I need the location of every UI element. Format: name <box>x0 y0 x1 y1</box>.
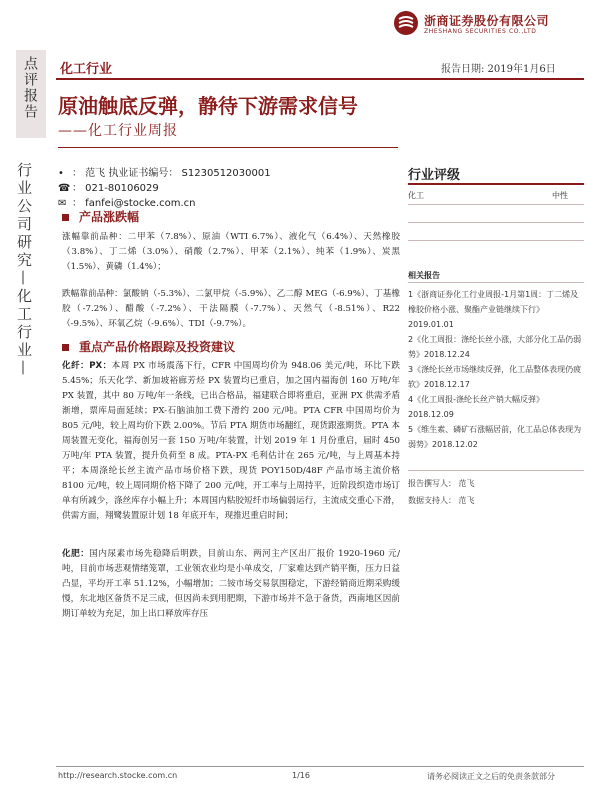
page-number: 1/16 <box>292 771 310 780</box>
footer-disclaimer: 请务必阅读正文之后的免责条款部分 <box>427 772 555 781</box>
sidebar-report-type <box>16 50 46 138</box>
analyst-name: ： 范飞 执业证书编号： S1230512030001 <box>72 168 271 179</box>
paragraph: 跌幅靠前品种：氯酸钠（-5.3%）、二氯甲烷（-5.9%）、乙二醇 MEG（-6.9%）、丁基橡胶（-7.2%）、醋酸（-7.2%）、干法隔膜（-7.7%）、天然气（-8.51%）、R22（-9.5%）、环氧乙烷（-9.6%）、TDI（-9.7%）。 <box>62 289 400 329</box>
report-date: 报告日期: 2019年1月6日 <box>441 64 556 75</box>
related-divider <box>408 282 584 283</box>
related-report-item[interactable]: 1《浙商证券化工行业周报-1月第1周：丁二烯及橡胶价格小涨、聚酯产业链继续下行》2019.01.01 <box>408 290 579 329</box>
rating-row-divider <box>408 204 584 205</box>
square-bullet-icon <box>62 344 69 351</box>
analyst-name-row <box>58 164 271 179</box>
section-heading <box>62 338 235 355</box>
brand-name-cn: 浙商证券股份有限公司 <box>424 14 550 28</box>
industry-label: 化工行业 <box>60 62 113 77</box>
paragraph <box>62 547 400 622</box>
phone-icon: ☎ <box>58 183 71 194</box>
related-report-item[interactable]: 2《化工周报：涤纶长丝小涨，大部分化工品仍弱势》2018.12.24 <box>408 335 582 359</box>
title-divider <box>58 147 398 148</box>
related-reports-list <box>408 287 584 452</box>
header-divider <box>56 78 584 80</box>
related-bottom-divider <box>408 470 584 471</box>
report-subtitle: ——化工行业周报 <box>58 123 178 139</box>
report-title: 原油触底反弹，静待下游需求信号 <box>58 94 358 118</box>
rating-row-divider <box>408 222 584 223</box>
rating-divider <box>408 183 584 185</box>
footer-url[interactable]: http://research.stocke.com.cn <box>58 771 178 780</box>
section-heading <box>62 208 139 225</box>
report-author: 报告撰写人： 范飞 <box>408 479 475 488</box>
related-report-item[interactable]: 3《涤纶长丝市场继续反弹，化工品整体表现仍疲软》2018.12.17 <box>408 365 582 389</box>
paragraph-lead: 化纤：PX： <box>62 361 112 371</box>
rating-industry: 化工 <box>408 191 424 200</box>
sidebar-report-type-label: 点评报告 <box>22 56 38 120</box>
paragraph-text: 国内尿素市场先稳降后明跌，目前山东、两河主产区出厂报价 1920-1960 元/吨，目前市场悲观情绪笼罩，工业领农业均是小单成交，厂家难达到产销平衡，压力日益凸显，平均开工率 51.12%，小幅增加；二铵市场交易氛围稳定，下游经销商近期采购缓慢，东北地区备货不足三成，但因尚未到用肥期，下游市场并不急于备货，西南地区因前期订单较为充足，加上出口释放库存压 <box>62 549 400 619</box>
zheshang-securities-logo-icon <box>393 10 419 36</box>
paragraph-lead: 化肥： <box>62 549 90 559</box>
related-report-item[interactable]: 5《维生素、磷矿石涨幅居前，化工品总体表现为弱势》2018.12.02 <box>408 425 582 449</box>
related-report-item[interactable]: 4《化工周报-涤纶长丝产销大幅反弹》2018.12.09 <box>408 395 544 419</box>
sidebar-category <box>14 162 48 378</box>
section-heading-text: 产品涨跌幅 <box>79 210 140 224</box>
rating-heading: 行业评级 <box>408 168 461 183</box>
paragraph <box>62 359 400 524</box>
analyst-email-row <box>58 194 196 209</box>
square-bullet-icon <box>62 214 69 221</box>
paragraph: 涨幅靠前品种：二甲苯（7.8%）、原油（WTI 6.7%）、液化气（6.4%）、天然橡胶（3.8%）、丁二烯（3.0%）、硝酸（2.7%）、甲苯（2.1%）、纯苯（1.9%）、炭黑（1.5%）、黄磷（1.4%）； <box>62 232 400 272</box>
sidebar-category-label: 行业公司研究—化工行业— <box>15 162 33 378</box>
paragraph-text: 本周 PX 市场震荡下行，CFR 中国周均价为 948.06 美元/吨，环比下跌 5.45%；乐天化学、新加坡裕廊芳烃 PX 装置均已重启，加之国内福海创 160 万吨/年 PX 装置，其中 80 万吨/年一条线，已出合格品，福建联合即将重启，亚洲 PX 供需矛盾渐增，票库局面延续；PX-石脑油加工费下滑约 200 元/吨。PTA CFR 中国周均价为 805 元/吨，较上周均价下跌 2.00%。节后 PTA 期货市场翻红，现货跟涨期货。PTA 本周装置无变化，福海创另一套 150 万吨/年装置，计划 2019 年 1 月份重启，届时 450 万吨/年 PTA 装置，提升负荷至 8 成。PTA-PX 毛利估计在 265 元/吨，与上周基本持平；本周涤纶长丝主流产品市场价格下跌，现货 POY150D/48F 产品市场主流价格 8100 元/吨，较上周同期价格下降了 200 元/吨，开工率与上周持平，近阶段织造市场订单有所减少，涤丝库存小幅上升；本周国内粘胶短纤市场偏弱运行，主流成交重心下滑，供需方面，翔鹭装置原计划 18 年底开车，现推迟重启时间； <box>62 361 400 521</box>
section-heading-text: 重点产品价格跟踪及投资建议 <box>79 340 236 354</box>
footer-divider <box>56 766 584 767</box>
analyst-phone-row <box>58 179 159 194</box>
analyst-phone: ： 021-80106029 <box>72 183 159 194</box>
email-icon: ✉ <box>58 198 67 209</box>
rating-row-divider <box>408 240 584 241</box>
analyst-email[interactable]: ： fanfei@stocke.com.cn <box>72 198 196 209</box>
person-icon: • <box>58 168 64 179</box>
data-supporter: 数据支持人： 范飞 <box>408 496 475 505</box>
rating-row <box>408 190 584 201</box>
related-reports-heading: 相关报告 <box>408 271 440 280</box>
brand-name-en: ZHESHANG SECURITIES CO.,LTD <box>424 28 537 35</box>
rating-value: 中性 <box>552 191 568 200</box>
